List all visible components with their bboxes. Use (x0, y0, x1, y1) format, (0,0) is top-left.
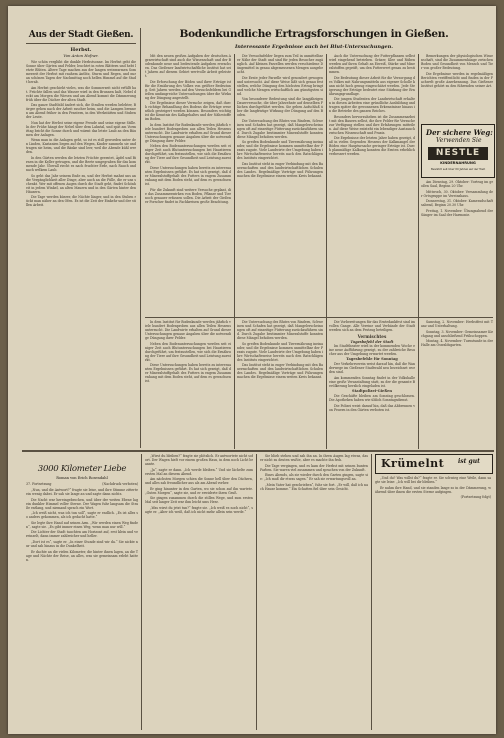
installment-number: 37. Fortsetzung (26, 482, 52, 486)
paragraph: Die Geschäfte bleiben am Sonntag geschlossen. Die Apotheken haben wie üblich Sonntagsdienst. (329, 394, 415, 403)
paragraph: Die Polizei weist darauf hin, daß das Abbrennen von Feuern in den Gärten verboten ist. (329, 403, 415, 412)
paragraph: Wie schön verglüht die dunkle Herbstsonne. Im Herbst geht die Sonne über Gärten und Felder, leuchtet in roten Blättern und hebt letzte Blüten. Ältere Tage machen aus der langen weinwarmen Sommerzeit der Herbst mit rauhem Antlitz, Sturm und Regen, und nur an schönen Tagen der Nachmittag noch hellen Himmel auf die Stadt herab. (26, 60, 136, 84)
police-heading: Stadtpolizei-Gießen (352, 389, 392, 394)
paragraph: Eines Abends, als sie wieder durch den Garten gingen, sagte sie: „Ich muß dir etwas sagen.“ Er sah sie erwartungsvoll an. (260, 473, 368, 482)
paragraph: Die Ergebnisse dieser Versuche zeigen, daß durch richtige Behandlung des Bodens die Erträge wesentlich gesteigert werden können. Besonders wichtig ist die Kenntnis des Kalkgehaltes und der Nährstoffe im Boden. (145, 101, 231, 122)
paragraph: „Was wirst du jetzt tun?“ fragte sie. „Ich weiß es noch nicht“, sagte er. „Aber ich weiß, daß ich nicht mehr allein sein werde.“ (145, 505, 253, 514)
article-column-1 (145, 54, 231, 314)
paragraph: Für die Zukunft sind weitere Versuche geplant, die das Zusammenwirken von Boden, Pflanze und Tier noch genauer erfassen sollen. Die Arbeit der Gießener Forscher findet in Fachkreisen große Beachtung. (145, 187, 231, 204)
section-divider (145, 317, 493, 318)
paragraph: Sie blieb stehen und sah ihn an. In ihren Augen lag etwas, das er nicht zu deuten wußte, aber es machte ihn froh. (260, 454, 368, 462)
paragraph: Am Dienstag, 29. Oktober: Vortrag im großen Saal, Beginn 20 Uhr. (421, 180, 493, 188)
notices-column (329, 320, 415, 448)
right-column-text (421, 54, 493, 122)
novel-author: Roman von Erich Rosendahl (56, 476, 108, 480)
paragraph: Die Lichter der Stadt tauchten am Horizont auf, erst klein und vereinzelt, dann immer zahlreicher und heller. (26, 530, 138, 539)
paragraph: „Mein Vater hat geschrieben“, fuhr sie fort. „Er will, daß ich nach Hause komme.“ Ein Schatten fiel über sein Gesicht. (260, 482, 368, 491)
paragraph: Der Verkehrsverein weist darauf hin, daß die Wanderwege im Gießener Stadtwald neu bezeichnet worden sind. (329, 362, 415, 375)
novel-column-4 (375, 476, 491, 728)
paragraph: Besonders hervorzuheben ist die Zusammenarbeit mit den Bauern selbst, die ihre Felder für Versuche zur Verfügung stellen und ihre Erfahrungen mitteilen. Auf diese Weise entsteht ein lebendiger Austausch zwischen Wissenschaft und Praxis. (329, 114, 415, 135)
paragraph: Sie gingen zusammen durch die stillen Wege, und zum ersten Mal seit langer Zeit war ihm leicht ums Herz. (145, 496, 253, 505)
paragraph: Mit den neuen großen Aufgaben der deutschen Agrarwirtschaft sind auch die Wissenschaft und der Bodenkunde neue und bedeutende Aufgaben erwachsen. Das Gießener landwirtschaftliche Institut hat seit Jahren auf diesem Gebiet wertvolle Arbeit geleistet. (145, 54, 231, 78)
paragraph: Die Untersuchung des Blutes von Rindern, Schweinen und Schafen hat gezeigt, daß Mangelerscheinungen oft auf einseitige Fütterung zurückzuführen sind. Durch Zugabe bestimmter Mineralstoffe konnten diese Mängel behoben werden. (237, 118, 323, 139)
paragraph: Sonntag, 3. November: Gemeinsamer Kirchgang und anschließend Frühschoppen. (421, 329, 493, 338)
column-rule (418, 54, 419, 449)
lower-column-1 (145, 320, 231, 448)
paragraph: Die Erforschung der Böden und ihrer Erträge ist für die Ernährung des Volkes von größter Bedeutung. Seit Jahren werden auf den Versuchsfeldern bei Gießen umfangreiche Untersuchungen über die Wirkung der Düngung angestellt. (145, 79, 231, 100)
sunday-notices-heading: Tagesbefehle für Sonntag (346, 357, 398, 362)
paragraph: Die Ergebnisse der letzten Jahre haben gezeigt, daß in vielen Gegenden Hessens der Kalkmangel der Böden eine Hauptursache geringer Erträge ist. Durch planmäßige Kalkung konnten die Ernten erheblich verbessert werden. (329, 136, 415, 157)
article-column-3 (329, 54, 415, 314)
paragraph: Die Versuchsfelder liegen zum Teil in unmittelbarer Nähe der Stadt und sind für jeden Besucher zugänglich. Auf kleinen Parzellen werden verschiedene Düngemittel in genau abgemessenen Mengen ausgebracht. (237, 54, 323, 74)
paragraph: Mittwoch, 30. Oktober: Versammlung der Ortsgruppe im Vereinshaus. (421, 189, 493, 198)
novel-installment (26, 482, 138, 486)
ad-brand-band: NESTLE (428, 147, 488, 160)
column-rule (141, 454, 142, 730)
novel-title: 3000 Kilometer Liebe (37, 464, 127, 474)
paragraph: Die Nacht war hereingebrochen, und über der weiten Ebene lag ein dunkler Himmel voller Sterne. Der Wagen fuhr langsam die Straße entlang, und niemand sprach ein Wort. (26, 497, 138, 510)
paragraph: Die Ernte jeder Parzelle wird gesondert gewogen und untersucht. Auf diese Weise läßt sich genau feststellen, welche Düngung den höchsten Ertrag bringt und welche Mengen wirtschaftlich am günstigsten sind. (237, 75, 323, 96)
paragraph: Montag, 4. November: Turnstunde in der Halle am Oswaldsgarten. (421, 339, 493, 348)
paragraph: Die Vorbereitungen für das Erntedankfest sind im vollen Gange. Alle Vereine und Verbände der Stadt werden sich an dem Festzug beteiligen. (329, 320, 415, 332)
paragraph: Er nahm ihre Hand, und sie standen lange so in der Dämmerung, während über ihnen die ersten Sterne aufgingen. (375, 485, 491, 494)
paragraph: „Dort ist es“, sagte er. „In einer Stunde sind wir da.“ Sie nickte nur und sah hinaus in die Dunkelheit. (26, 539, 138, 548)
paragraph: Die Untersuchung des Blutes von Rindern, Schweinen und Schafen hat gezeigt, daß Mangelerscheinungen oft auf einseitige Fütterung zurückzuführen sind. Durch Zugabe bestimmter Mineralstoffe konnten diese Mängel behoben werden. (237, 320, 323, 340)
paragraph: Die Ergebnisse werden in regelmäßigen Berichten veröffentlicht und finden in der Fachwelt große Anerkennung. Das Gießener Institut gehört zu den führenden seiner Art. (421, 71, 493, 88)
main-headline: Bodenkundliche Ertragsforschungen in Gießen. (179, 28, 449, 40)
page-divider (22, 450, 494, 452)
paragraph: „Und du? Was willst du?“ fragte er. Sie schwieg eine Weile, dann sagte sie leise: „Ich will bei dir bleiben.“ (375, 476, 491, 484)
novel-column-3 (260, 454, 368, 728)
nestle-advertisement (421, 124, 495, 178)
paragraph: Die Tage werden kürzer, die Nächte länger, und in den Stuben rückt man näher an den Ofen. Es ist die Zeit der Einkehr und der stillen Arbeit. (26, 195, 136, 208)
paragraph: „Nun, und die Antwort?“ fragte sie leise, und ihre Stimme zitterte ein wenig dabei. Er sah sie lange an und sagte dann nichts. (26, 488, 138, 496)
paragraph: So geht das Jahr seinem Ende zu, und der Herbst mahnt uns an die Vergänglichkeit aller Dinge, aber auch an die Fülle, die er uns schenkt. Wer mit offenen Augen durch die Stadt geht, findet Schönheit in jedem Winkel, an alten Mauern und in den Gärten hinter den Häusern. (26, 173, 136, 194)
paragraph: Neben den Bodenuntersuchungen werden seit einiger Zeit auch Blutuntersuchungen bei Haustieren durchgeführt, um festzustellen, wie sich die Ernährung der Tiere auf ihre Gesundheit und Leistung auswirkt. (145, 144, 231, 165)
paragraph: So greifen Bodenkunde und Tierernährung ineinander, und die Ergebnisse kommen unmittelbar der Praxis zugute. Viele Landwirte der Umgebung haben ihre Wirtschaftsweise bereits nach den Ratschlägen des Instituts eingerichtet. (237, 341, 323, 362)
column-rule (326, 54, 327, 449)
paragraph: „Wirst du bleiben?“ fragte sie plötzlich. Er antwortete nicht sofort. Der Wagen hielt vor einem großen Haus, in dem noch Licht brannte. (145, 454, 253, 466)
paragraph: „Ja“, sagte er dann. „Ich werde bleiben.“ Und sie lächelte zum ersten Mal an diesem Abend. (145, 467, 253, 476)
column-rule (371, 454, 372, 730)
local-section-headline: Aus der Stadt Gießen. (28, 30, 134, 40)
paragraph: So greifen Bodenkunde und Tierernährung ineinander, und die Ergebnisse kommen unmittelbar der Praxis zugute. Viele Landwirte der Umgebung haben ihre Wirtschaftsweise bereits nach den Ratschlägen des Instituts eingerichtet. (237, 140, 323, 161)
paragraph: Von besonderer Bedeutung sind die langjährigen Dauerversuche, die über Jahrzehnte auf denselben Flächen durchgeführt werden. Sie geben Aufschluß über die langfristige Wirkung der Düngung auf den Boden. (237, 97, 323, 118)
paragraph: Das ganze Stadtbild ändert sich, die Straßen werden belebter, Bürger gehen nach der Arbeit rascher heim, und die Lampen brennen am Abend früher in den Fenstern, in den Werkstätten und Stuben der Leute. (26, 103, 136, 120)
newspaper-page (8, 6, 496, 734)
paragraph: Am Herbst geschieht vieles, was die Sommerzeit nicht erfüllt hat. Früchte fallen und das Wasser wird in den Brunnen kalt, Nebel deckt am Morgen die Wiesen und am Abend kommt die Dämmerung früh über die Dächer der alten Stadt. (26, 85, 136, 102)
paragraph: Donnerstag, 31. Oktober: Kameradschaftsabend, Beginn 20.30 Uhr. (421, 199, 493, 208)
ad-tag: ist gut (458, 458, 480, 465)
paragraph: Nun hat der Herbst seine eigene Freude und seine eigene Stille. In der Frühe hängt der Nebel über dem Lahntal, und spät am Vormittag bricht die Sonne durch und wärmt das letzte Laub an den Bäumen der Anlagen. (26, 120, 136, 137)
ad-tagline-top: Der sichere Weg: (426, 128, 493, 137)
notices-subheading: Tagesbefehl der Stadt (350, 339, 394, 344)
paragraph: Wenn man in die Anlagen geht, so ist es still geworden unter den Linden, Kastanien liegen auf den Wegen, Kinder sammeln sie und tragen sie heim, und die Bänke sind leer, weil die Abende kühl werden. (26, 138, 136, 155)
events-column-continued (421, 320, 493, 444)
paragraph: Die Bedeutung dieser Arbeit für die Versorgung des Volkes mit Nahrungsmitteln aus eigener Scholle kann nicht hoch genug eingeschätzt werden. Jede Steigerung der Erträge bedeutet eine Stärkung der Ernährungsgrundlage. (329, 75, 415, 96)
paragraph: In dem Institut für Bodenkunde werden jährlich viele hundert Bodenproben aus allen Teilen Hessens untersucht. Die Landwirte erhalten auf Grund dieser Untersuchungen genaue Angaben über die notwendige Düngung ihrer Felder. (145, 122, 231, 143)
paragraph: Samstag, 2. November: Herbstfest mit Tanz und Unterhaltung. (421, 320, 493, 328)
paragraph: Auch die Untersuchung der Futterpflanzen selbst wird eingehend betrieben. Gräser, Klee und Rüben werden auf ihren Gehalt an Eiweiß, Stärke und Mineralstoffen geprüft, um den Futterwert genau zu bestimmen. (329, 54, 415, 74)
paragraph: Er dachte an die vielen Kilometer, die hinter ihnen lagen, an die Tage und Nächte der Reise, an alles, was sie gemeinsam erlebt hatten. (26, 549, 138, 562)
paragraph: Das Institut steht in enger Verbindung mit den Bauernschaften und den landwirtschaftlichen Schulen des Landes. Regelmäßige Vorträge und Führungen machen die Ergebnisse einem weiten Kreis bekannt. (237, 161, 323, 178)
paragraph: Am kommenden Sonntag findet in der Volkshalle eine große Veranstaltung statt, zu der die gesamte Bevölkerung herzlich eingeladen ist. (329, 375, 415, 388)
paragraph: Freitag, 1. November: Übungsabend der Sänger im Saal der Harmonie. (421, 208, 493, 217)
paragraph: Am nächsten Morgen schien die Sonne hell über den Dächern, und alles sah freundlicher aus als am Abend vorher. (145, 477, 253, 486)
article-column-2 (237, 54, 323, 314)
paragraph: Das Institut steht in enger Verbindung mit den Bauernschaften und den landwirtschaftlichen Schulen des Landes. Regelmäßige Vorträge und Führungen machen die Ergebnisse einem weiten Kreis bekannt. (237, 363, 323, 380)
local-article-byline: Von Anton Hofner. (63, 53, 99, 58)
paragraph: Im Stadttheater wird in der kommenden Woche eine neue Aufführung gezeigt, zu der zahlreiche Besucher aus der Umgebung erwartet werden. (329, 343, 415, 356)
novel-column-1 (26, 488, 138, 728)
paragraph: Bemerkungen der physiologischen Wissenschaft, sind die Zusammenhänge zwischen Boden und Gesundheit von Mensch und Tier von großer Bedeutung. (421, 54, 493, 70)
paragraph: Er ging hinunter in den Garten, wo sie schon auf ihn wartete. „Guten Morgen“, sagte sie, und er erwiderte ihren Gruß. (145, 486, 253, 495)
notices-heading: Vermischtes (357, 333, 387, 339)
novel-column-2 (145, 454, 253, 728)
paragraph: Sie legte ihre Hand auf seinen Arm. „Wir werden einen Weg finden“, sagte sie. „Es gibt immer einen Weg, wenn man nur will.“ (26, 520, 138, 529)
installment-note: (Nachdruck verboten) (102, 482, 138, 486)
paragraph: In den Gärten werden die letzten Früchte geerntet, Äpfel und Birnen in die Keller getragen, und die Beete umgegraben für das kommende Jahr. Überall riecht es nach feuchter Erde, nach Rauch und nach welkem Laub. (26, 155, 136, 172)
events-column (421, 180, 493, 314)
paragraph: Die jungen Studenten der Landwirtschaft erhalten in diesen Arbeiten eine gründliche Ausbildung und tragen später die gewonnenen Erkenntnisse hinaus in die Betriebe des ganzen Reiches. (329, 97, 415, 114)
paragraph: „Ich weiß nicht, was ich tun soll“, sagte er endlich. „Es ist alles so anders gekommen, als ich gedacht hatte.“ (26, 511, 138, 520)
ad-headline: Krümelnt (381, 457, 445, 470)
ad-footer: Bewährt seit über 60 Jahren auf der Welt (430, 168, 486, 171)
kruemelnt-advertisement (375, 454, 493, 474)
divider (26, 43, 136, 44)
local-article-body (26, 60, 136, 442)
paragraph: Diese Untersuchungen haben bereits zu interessanten Ergebnissen geführt. Es hat sich gezeigt, daß der Mineralstoffgehalt des Futters in engem Zusammenhang mit dem Boden steht, auf dem es gewachsen ist. (145, 363, 231, 384)
column-rule (234, 54, 235, 449)
paragraph: (Fortsetzung folgt) (460, 495, 491, 500)
local-article-subhead: Herbst. (70, 47, 92, 53)
lower-column-2 (237, 320, 323, 448)
ad-tagline-mid: Verwenden Sie (436, 137, 482, 144)
paragraph: Die Tage vergingen, und es kam der Herbst mit seinen bunten Farben. Sie waren viel zusammen und sprachen von der Zukunft. (260, 463, 368, 472)
column-rule (140, 28, 141, 448)
ad-product: KINDERNAHRUNG (440, 161, 476, 165)
paragraph: In dem Institut für Bodenkunde werden jährlich viele hundert Bodenproben aus allen Teilen Hessens untersucht. Die Landwirte erhalten auf Grund dieser Untersuchungen genaue Angaben über die notwendige Düngung ihrer Felder. (145, 320, 231, 340)
paragraph: Diese Untersuchungen haben bereits zu interessanten Ergebnissen geführt. Es hat sich gezeigt, daß der Mineralstoffgehalt des Futters in engem Zusammenhang mit dem Boden steht, auf dem es gewachsen ist. (145, 165, 231, 186)
column-rule (256, 454, 257, 730)
paragraph: Neben den Bodenuntersuchungen werden seit einiger Zeit auch Blutuntersuchungen bei Haustieren durchgeführt, um festzustellen, wie sich die Ernährung der Tiere auf ihre Gesundheit und Leistung auswirkt. (145, 341, 231, 362)
main-subheadline: Interessante Ergebnisse auch bei Blut-Untersuchungen. (234, 44, 394, 50)
